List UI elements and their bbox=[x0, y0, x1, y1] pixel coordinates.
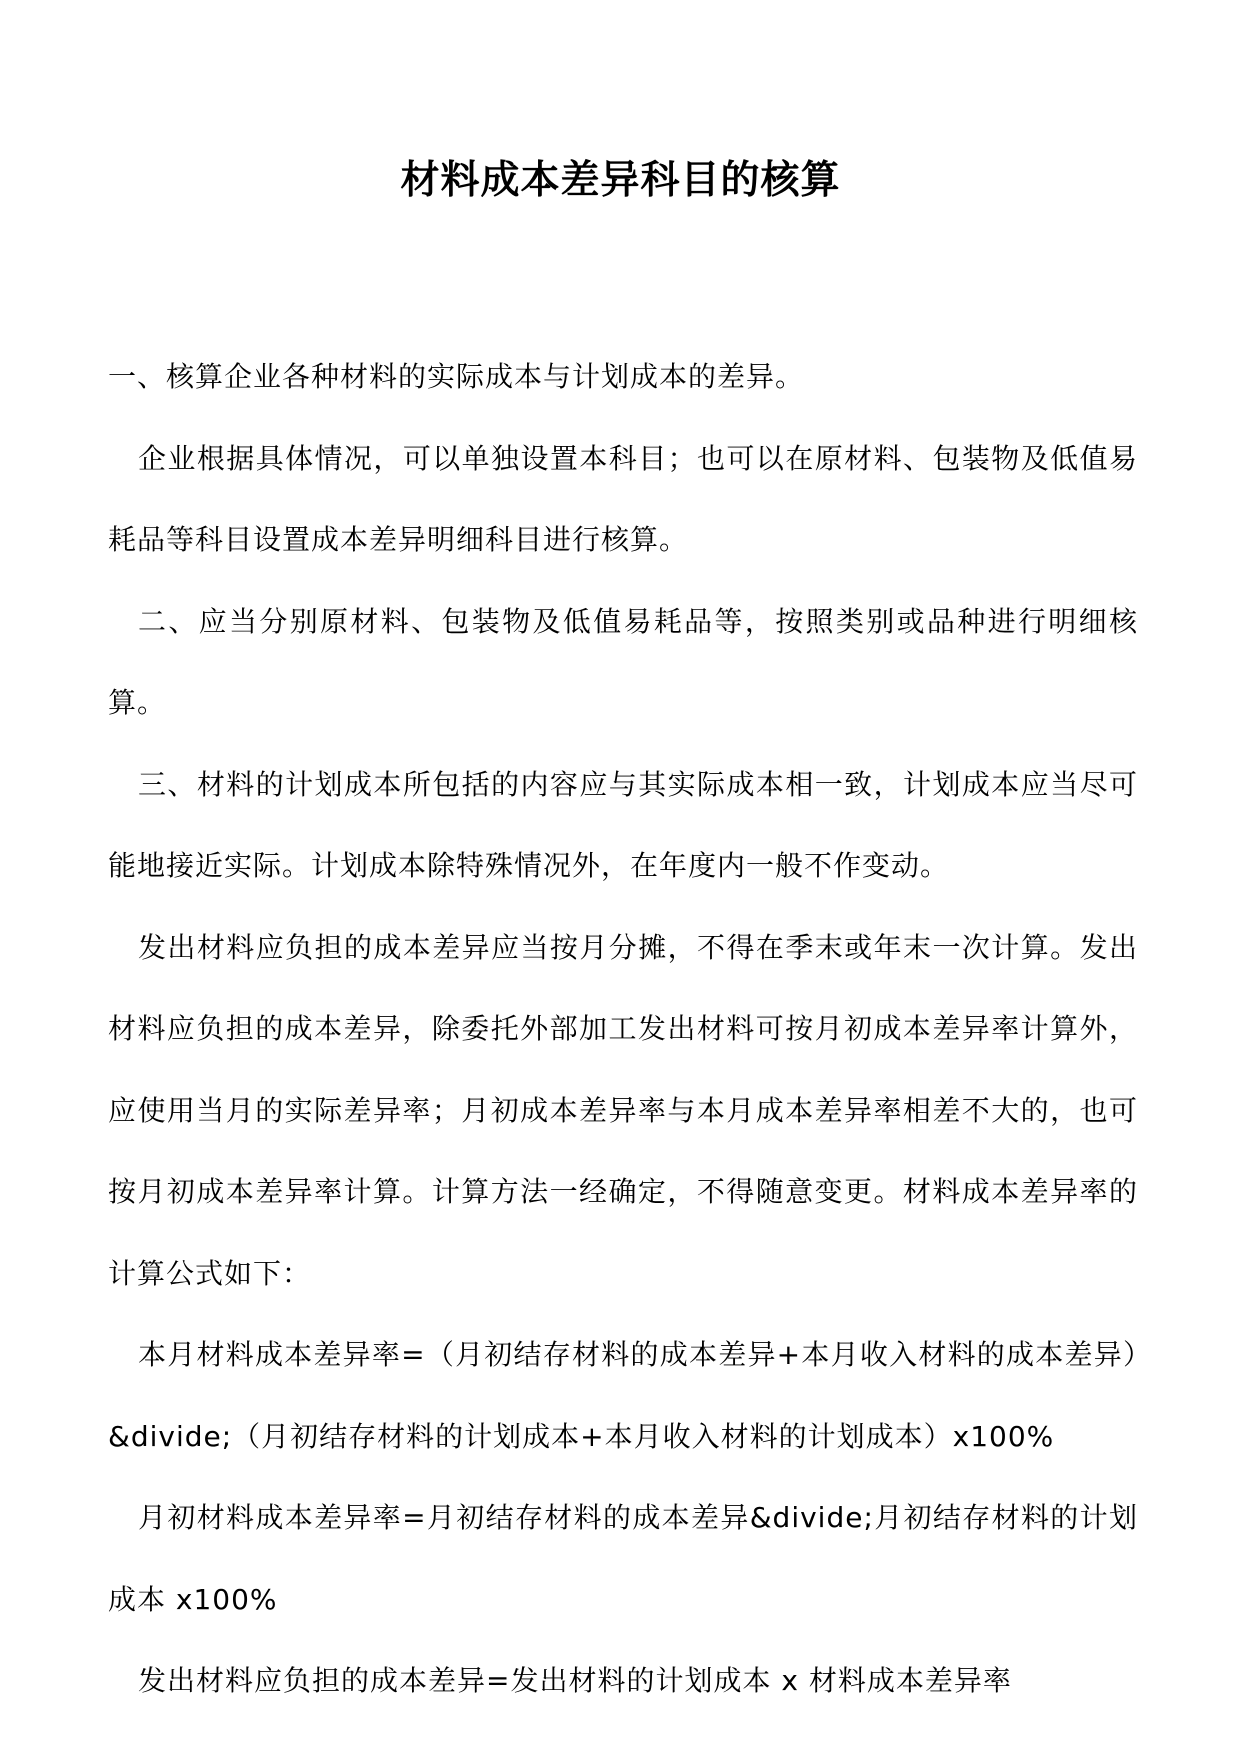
paragraph-5: 发出材料应负担的成本差异应当按月分摊，不得在季末或年末一次计算。发出材料应负担的成本差异，除委托外部加工发出材料可按月初成本差异率计算外，应使用当月的实际差异率；月初成本差异率与本月成本差异率相差不大的，也可按月初成本差异率计算。计算方法一经确定，不得随意变更。材料成本差异率的计算公式如下： bbox=[108, 930, 1138, 1290]
document-body bbox=[108, 336, 1138, 1722]
formula-opening-variance-rate: 月初材料成本差异率=月初结存材料的成本差异&divide;月初结存材料的计划成本 x100% bbox=[108, 1501, 1138, 1616]
formula-issued-material-variance: 发出材料应负担的成本差异=发出材料的计划成本 x 材料成本差异率 bbox=[138, 1664, 1012, 1697]
paragraph-2: 企业根据具体情况，可以单独设置本科目；也可以在原材料、包装物及低值易耗品等科目设置成本差异明细科目进行核算。 bbox=[108, 441, 1138, 556]
paragraph-4: 三、材料的计划成本所包括的内容应与其实际成本相一致，计划成本应当尽可能地接近实际。计划成本除特殊情况外，在年度内一般不作变动。 bbox=[108, 767, 1138, 882]
paragraph-3: 二、应当分别原材料、包装物及低值易耗品等，按照类别或品种进行明细核算。 bbox=[108, 604, 1138, 719]
paragraph-1: 一、核算企业各种材料的实际成本与计划成本的差异。 bbox=[108, 360, 805, 393]
document-title: 材料成本差异科目的核算 bbox=[400, 157, 841, 203]
formula-monthly-variance-rate: 本月材料成本差异率=（月初结存材料的成本差异+本月收入材料的成本差异）&divide;（月初结存材料的计划成本+本月收入材料的计划成本）x100% bbox=[108, 1338, 1138, 1453]
